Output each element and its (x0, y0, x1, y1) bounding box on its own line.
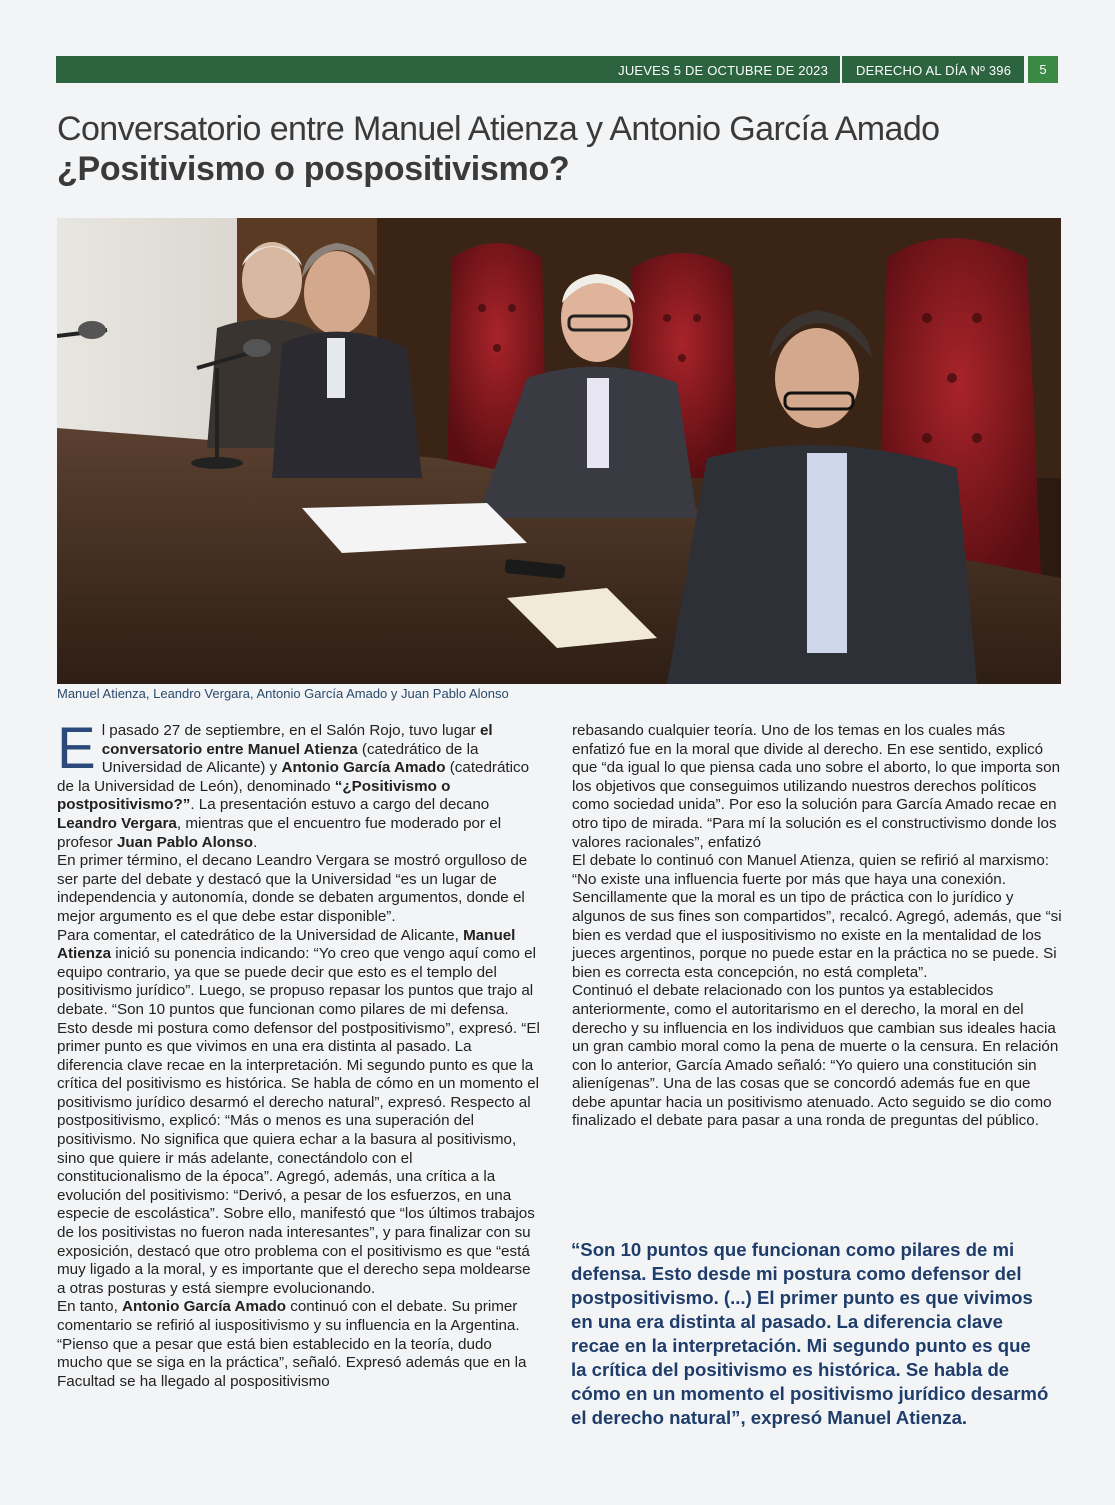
text-run: inició su ponencia indicando: “Yo creo que vengo aquí como el equipo contrario, ya que se puede decir que esto es el templo del positivismo jurídico”. Luego, se propuso repasar los puntos que trajo al debate. “Son 10 puntos que funcionan como pilares de mi defensa. Esto desde mi postura como defensor del postpositivismo”, expresó. “El primer punto es que vivimos en una era distinta al pasado. La diferencia clave recae en la interpretación. Mi segundo punto es que la crítica del positivismo es histórica. Se habla de cómo en un momento el positivismo jurídico desarmó el derecho natural”, expresó. Respecto al postpositivismo, explicó: “Más o menos es una superación del positivismo. No significa que quiera echar a la basura al positivismo, sino que quiere ir más adelante, conectándolo con el constitucionalismo de la época”. Agregó, además, una crítica a la evolución del positivismo: “Derivó, a pesar de los esfuerzos, en una especie de escolástica”. Sobre ello, manifestó que “los últimos trabajos de los positivistas no fueron nada interesantes”, y para finalizar con su exposición, destacó que otro problema con el positivismo es que “está muy ligado a la moral, y es importante que el derecho sepa moldearse a otras posturas y está siempre evolucionando. (57, 945, 540, 1297)
bold-run: Juan Pablo Alonso (116, 833, 254, 851)
paragraph (57, 1298, 540, 1391)
article-column-2 (572, 722, 1062, 1131)
page-number: 5 (1028, 56, 1058, 83)
paragraph: Continuó el debate relacionado con los puntos ya establecidos anteriormente, como el autoritarismo en el derecho, la moral en del derecho y su influencia en los individuos que cambian sus ideales hacia un gran cambio moral como la pena de muerte o la censura. En relación con lo anterior, García Amado señaló: “Yo quiero una constitución sin alienígenas”. Una de las cosas que se concordó además fue en que debe apuntar hacia un positivismo atenuado. Acto seguido se dio como finalizado el debate para pasar a una ronda de preguntas del público. (572, 982, 1059, 1130)
text-run: Para comentar, el catedrático de la Universidad de Alicante, (57, 926, 464, 944)
bold-run: “¿Positivismo o postpositivismo?” (57, 777, 451, 814)
paragraph (57, 927, 540, 1299)
article-kicker: Conversatorio entre Manuel Atienza y Antonio García Amado (57, 110, 940, 148)
header-bar (56, 56, 1058, 83)
text-run: En tanto, (57, 1298, 123, 1316)
bold-run: Antonio García Amado (122, 1298, 287, 1316)
bold-run: Leandro Vergara (57, 814, 177, 832)
article-column-1 (57, 716, 540, 1391)
text-run: continuó con el debate. Su primer comentario se refirió al iuspositivismo y su influencia en la Argentina. “Pienso que a pesar que está bien establecido en la teoría, dudo mucho que se siga en la práctica”, señaló. Expresó además que en la Facultad se ha llegado al pospositivismo (57, 1298, 527, 1390)
bold-run: Antonio García Amado (281, 759, 446, 777)
pull-quote: “Son 10 puntos que funcionan como pilares de mi defensa. Esto desde mi postura como defensor del postpositivismo. (...) El primer punto es que vivimos en una era distinta al pasado. La diferencia clave recae en la interpretación. Mi segundo punto es que la crítica del positivismo es histórica. Se habla de cómo en un momento el positivismo jurídico desarmó el derecho natural”, expresó Manuel Atienza. (571, 1239, 1049, 1428)
article-headline: ¿Positivismo o pospositivismo? (57, 150, 570, 188)
article-photo (57, 218, 1061, 684)
paragraph: rebasando cualquier teoría. Uno de los temas en los cuales más enfatizó fue en la moral que divide al derecho. En ese sentido, explicó que “da igual lo que piensa cada uno sobre el aborto, lo que importa son los objetivos que conseguimos utilizando nuestros derechos políticos como sociedad unida”. Por eso la solución para García Amado recae en otro tipo de mirada. “Para mí la solución es el constructivismo donde los valores racionales”, enfatizó (572, 722, 1061, 851)
bold-run: Manuel Atienza (57, 926, 516, 963)
text-run: , mientras que el encuentro fue moderado por el profesor (57, 814, 502, 851)
text-run: l pasado 27 de septiembre, en el Salón Rojo, tuvo lugar (101, 722, 480, 739)
paragraph (57, 716, 540, 852)
paragraph: En primer término, el decano Leandro Vergara se mostró orgulloso de ser parte del debate y destacó que la Universidad “es un lugar de independencia y autonomía, donde se debaten argumentos, donde el mejor argumento es el que debe estar disponible”. (57, 852, 528, 925)
text-run: . La presentación estuvo a cargo del decano (190, 796, 490, 814)
text-run: (catedrático de la Universidad de Alicante) y (101, 740, 479, 777)
paragraph: El debate lo continuó con Manuel Atienza, quien se refirió al marxismo: “No existe una influencia fuerte por más que haya una conexión. Sencillamente que la moral es un tipo de práctica con lo jurídico y algunos de sus fines son compartidos”, recalcó. Agregó, además, que “si bien es verdad que el iuspositivismo no existe en la mentalidad de los jueces argentinos, porque no puede estar en la práctica no se puede. Si bien es correcta esta concepción, no está completa”. (572, 852, 1062, 981)
issue-date: JUEVES 5 DE OCTUBRE DE 2023 (618, 63, 828, 78)
publication-issue: DERECHO AL DÍA Nº 396 (856, 63, 1012, 78)
header-divider (840, 56, 842, 83)
text-run: (catedrático de la Universidad de León), denominado (57, 759, 530, 795)
bold-run: el conversatorio entre Manuel Atienza (101, 722, 493, 758)
drop-cap: E (57, 716, 96, 781)
text-run: . (253, 833, 258, 851)
photo-illustration (57, 218, 1061, 684)
photo-caption: Manuel Atienza, Leandro Vergara, Antonio García Amado y Juan Pablo Alonso (57, 686, 509, 701)
